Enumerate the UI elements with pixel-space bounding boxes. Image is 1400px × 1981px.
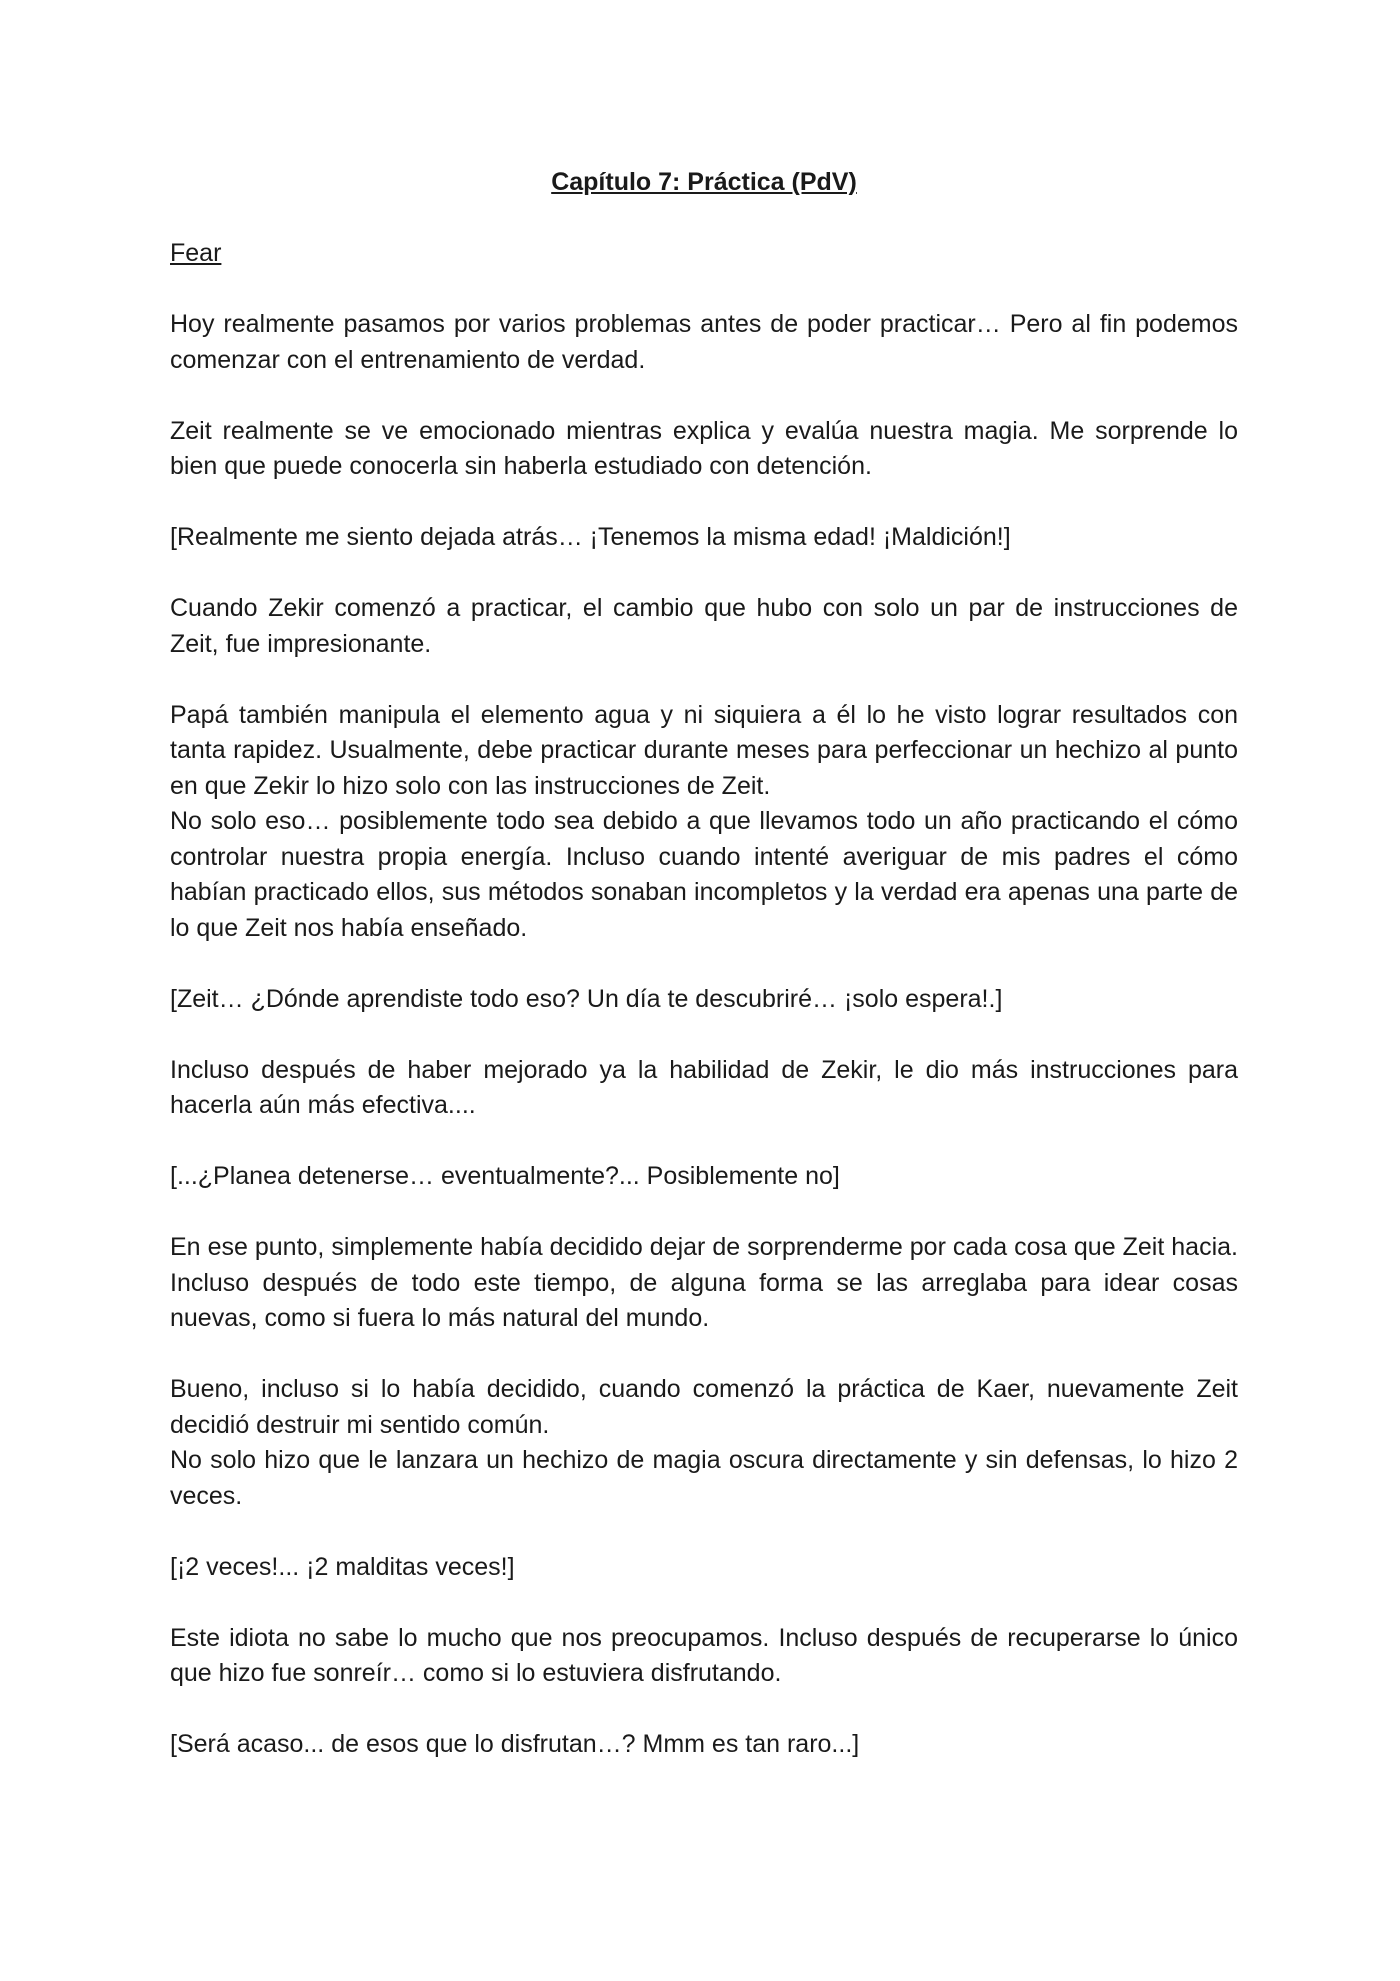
paragraph-13: [¡2 veces!... ¡2 malditas veces!] [170, 1552, 515, 1581]
paragraph-6: No solo eso… posiblemente todo sea debido a que llevamos todo un año practicando el cómo controlar nuestra propia energía. Incluso cuando intenté averiguar de mis padres el cómo habían practicado ellos, sus métodos sonaban incompletos y la verdad era apenas una parte de lo que Zeit nos había enseñado. [170, 807, 1238, 942]
pov-character: Fear [170, 239, 222, 267]
paragraph-1: Hoy realmente pasamos por varios problemas antes de poder practicar… Pero al fin podemos comenzar con el entrenamiento de verdad. [170, 310, 1238, 374]
paragraph-9: [...¿Planea detenerse… eventualmente?... Posiblemente no] [170, 1162, 840, 1190]
chapter-title: Capítulo 7: Práctica (PdV) [551, 168, 857, 196]
paragraph-10: En ese punto, simplemente había decidido dejar de sorprenderme por cada cosa que Zeit hacia. Incluso después de todo este tiempo, de alguna forma se las arreglaba para idear cosas nuevas, como si fuera lo más natural del mundo. [170, 1233, 1238, 1332]
paragraph-12: No solo hizo que le lanzara un hechizo de magia oscura directamente y sin defensas, lo hizo 2 veces. [170, 1446, 1238, 1510]
document-body [170, 165, 1238, 1798]
paragraph-7: [Zeit… ¿Dónde aprendiste todo eso? Un día te descubriré… ¡solo espera!.] [170, 984, 1003, 1013]
paragraph-15: [Será acaso... de esos que lo disfrutan…? Mmm es tan raro...] [170, 1730, 860, 1758]
paragraph-2: Zeit realmente se ve emocionado mientras explica y evalúa nuestra magia. Me sorprende lo bien que puede conocerla sin haberla estudiado con detención. [170, 416, 1238, 480]
paragraph-3: [Realmente me siento dejada atrás… ¡Tenemos la misma edad! ¡Maldición!] [170, 523, 1011, 551]
paragraph-4: Cuando Zekir comenzó a practicar, el cambio que hubo con solo un par de instrucciones de Zeit, fue impresionante. [170, 594, 1238, 658]
paragraph-8: Incluso después de haber mejorado ya la habilidad de Zekir, le dio más instrucciones para hacerla aún más efectiva.... [170, 1055, 1238, 1119]
paragraph-11: Bueno, incluso si lo había decidido, cuando comenzó la práctica de Kaer, nuevamente Zeit decidió destruir mi sentido común. [170, 1375, 1238, 1439]
paragraph-5: Papá también manipula el elemento agua y ni siquiera a él lo he visto lograr resultados con tanta rapidez. Usualmente, debe practicar durante meses para perfeccionar un hechizo al punto en que Zekir lo hizo solo con las instrucciones de Zeit. [170, 700, 1238, 800]
paragraph-14: Este idiota no sabe lo mucho que nos preocupamos. Incluso después de recuperarse lo único que hizo fue sonreír… como si lo estuviera disfrutando. [170, 1623, 1238, 1687]
